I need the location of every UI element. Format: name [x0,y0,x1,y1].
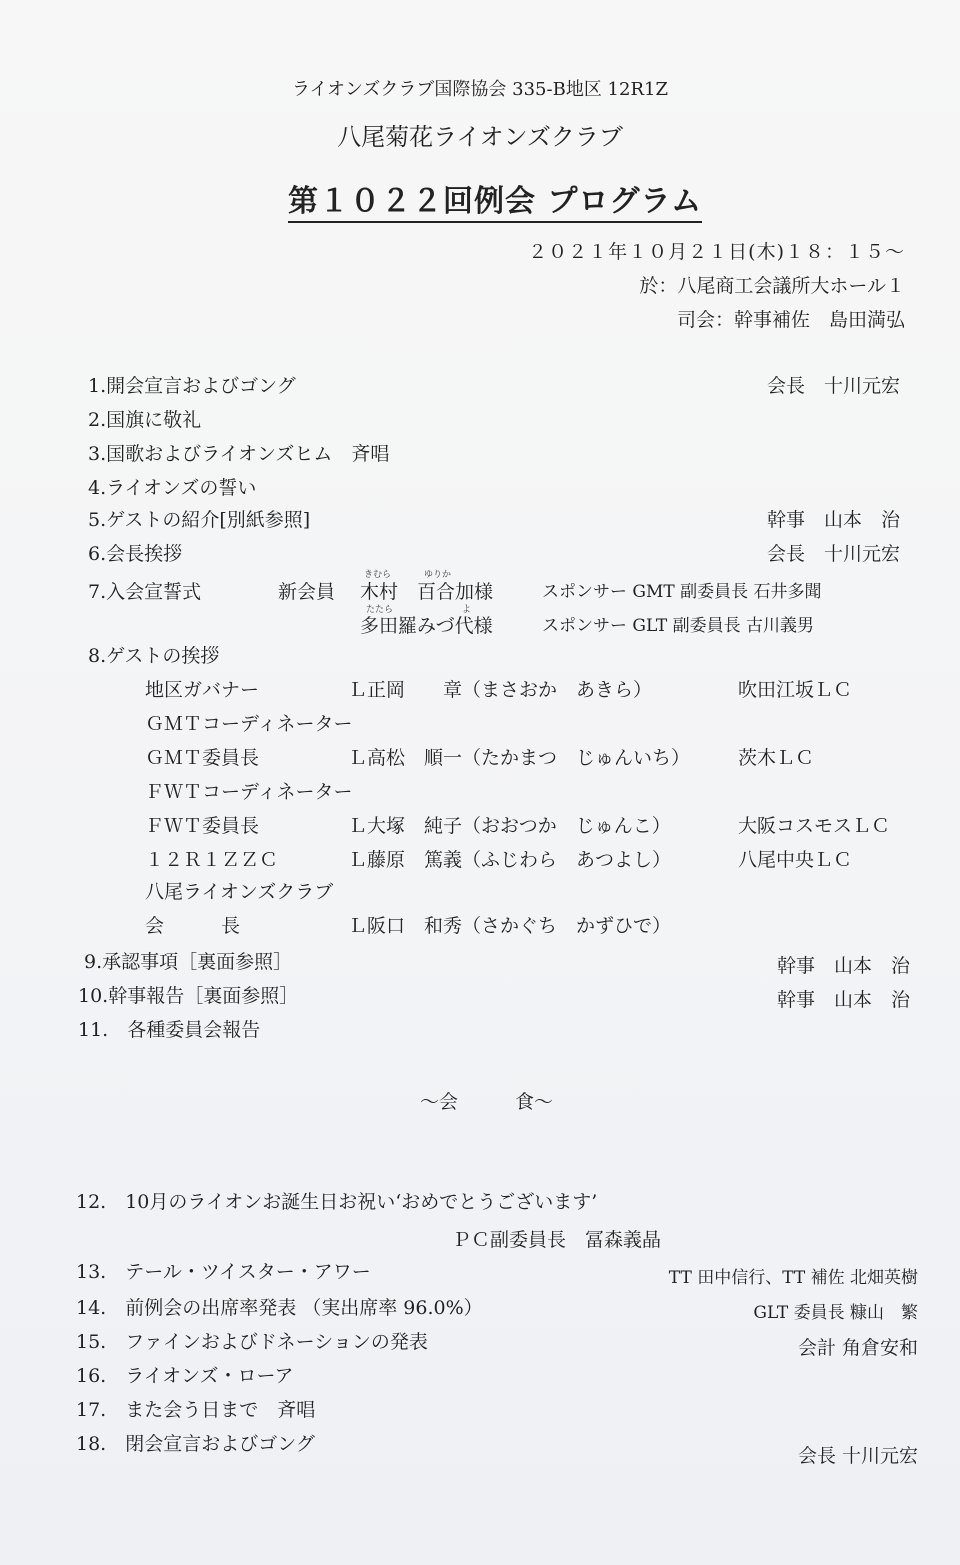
item-person: 会長 十川元宏 [797,1445,918,1467]
item-label: 2.国旗に敬礼 [88,409,202,431]
meeting-venue: 於：八尾商工会議所大ホール１ [639,275,905,297]
item-person: 会計 角倉安和 [797,1337,918,1359]
guest-name: Ｌ正岡 章（まさおか あきら） [348,679,653,701]
name-ruby: たたら [366,605,394,615]
item-person: TT 田中信行、TT 補佐 北畑英樹 [668,1268,918,1288]
guest-role: ＦＷＴコーディネーター [145,781,353,803]
club-name: 八尾菊花ライオンズクラブ [337,123,623,151]
item-label: 11. 各種委員会報告 [78,1019,261,1041]
name-ruby: きむら [364,570,392,580]
guest-role: 会 長 [145,915,241,937]
guest-club: 吹田江坂ＬＣ [738,679,853,701]
item-person: 会長 十川元宏 [766,375,900,397]
master-of-ceremonies: 司会：幹事補佐 島田満弘 [676,309,905,331]
new-member-label: 新会員 [278,581,336,603]
item-label: 5.ゲストの紹介[別紙参照] [88,509,311,531]
item-label: 8.ゲストの挨拶 [88,645,220,667]
item-person: ＰＣ副委員長 冨森義晶 [452,1229,662,1251]
guest-name: Ｌ大塚 純子（おおつか じゅんこ） [348,815,671,837]
guest-role: ＧＭＴ委員長 [145,747,260,769]
item-label: 18. 閉会宣言およびゴング [76,1433,315,1455]
item-person: 幹事 山本 治 [776,955,910,977]
new-member-name: 木村 百合加様 [360,581,494,603]
guest-role: ＦＷＴ委員長 [145,815,260,837]
item-label: 6.会長挨拶 [88,543,183,565]
sponsor: スポンサー GLT 副委員長 古川義男 [542,616,815,636]
item-label: 13. テール・ツイスター・アワー [76,1261,371,1283]
item-person: 幹事 山本 治 [766,509,900,531]
guest-role: 地区ガバナー [145,679,260,701]
guest-name: Ｌ阪口 和秀（さかぐち かずひで） [348,915,672,937]
name-ruby: よ [462,605,472,615]
item-label: 7.入会宣誓式 [88,581,202,603]
item-label: 16. ライオンズ・ローア [76,1365,294,1387]
guest-club: 大阪コスモスＬＣ [738,815,891,837]
meeting-datetime: ２０２１年１０月２１日(木)１８：１５～ [528,241,905,263]
item-label: 10.幹事報告［裏面参照］ [78,985,299,1007]
guest-club: 八尾中央ＬＣ [738,849,853,871]
guest-role: 八尾ライオンズクラブ [145,881,334,903]
new-member-name: 多田羅みづ代様 [360,615,493,637]
item-label: 1.開会宣言およびゴング [88,375,296,397]
guest-role: １２Ｒ１ＺＺＣ [145,849,279,871]
item-person: GLT 委員長 糠山 繁 [753,1303,918,1323]
item-person: 会長 十川元宏 [766,543,900,565]
meal-break: ～会 食～ [420,1091,554,1113]
item-label: 3.国歌およびライオンズヒム 斉唱 [88,443,390,465]
guest-club: 茨木ＬＣ [738,747,815,769]
org-header: ライオンズクラブ国際協会 335-B地区 12R1Z [292,79,668,100]
item-label: 14. 前例会の出席率発表 （実出席率 96.0%） [76,1297,483,1319]
item-person: 幹事 山本 治 [776,989,910,1011]
sponsor: スポンサー GMT 副委員長 石井多聞 [542,582,822,602]
item-label: 15. ファインおよびドネーションの発表 [76,1331,428,1353]
item-label: 12. 10月のライオンお誕生日お祝い‘おめでとうございます’ [76,1191,598,1213]
item-label: 4.ライオンズの誓い [88,477,257,499]
guest-name: Ｌ高松 順一（たかまつ じゅんいち） [348,747,691,769]
item-label: 9.承認事項［裏面参照］ [84,951,293,973]
guest-role: ＧＭＴコーディネーター [145,713,353,735]
guest-name: Ｌ藤原 篤義（ふじわら あつよし） [348,849,672,871]
program-title: 第１０２２回例会 プログラム [288,183,702,223]
name-ruby: ゆりか [424,570,452,580]
item-label: 17. また会う日まで 斉唱 [76,1399,316,1421]
